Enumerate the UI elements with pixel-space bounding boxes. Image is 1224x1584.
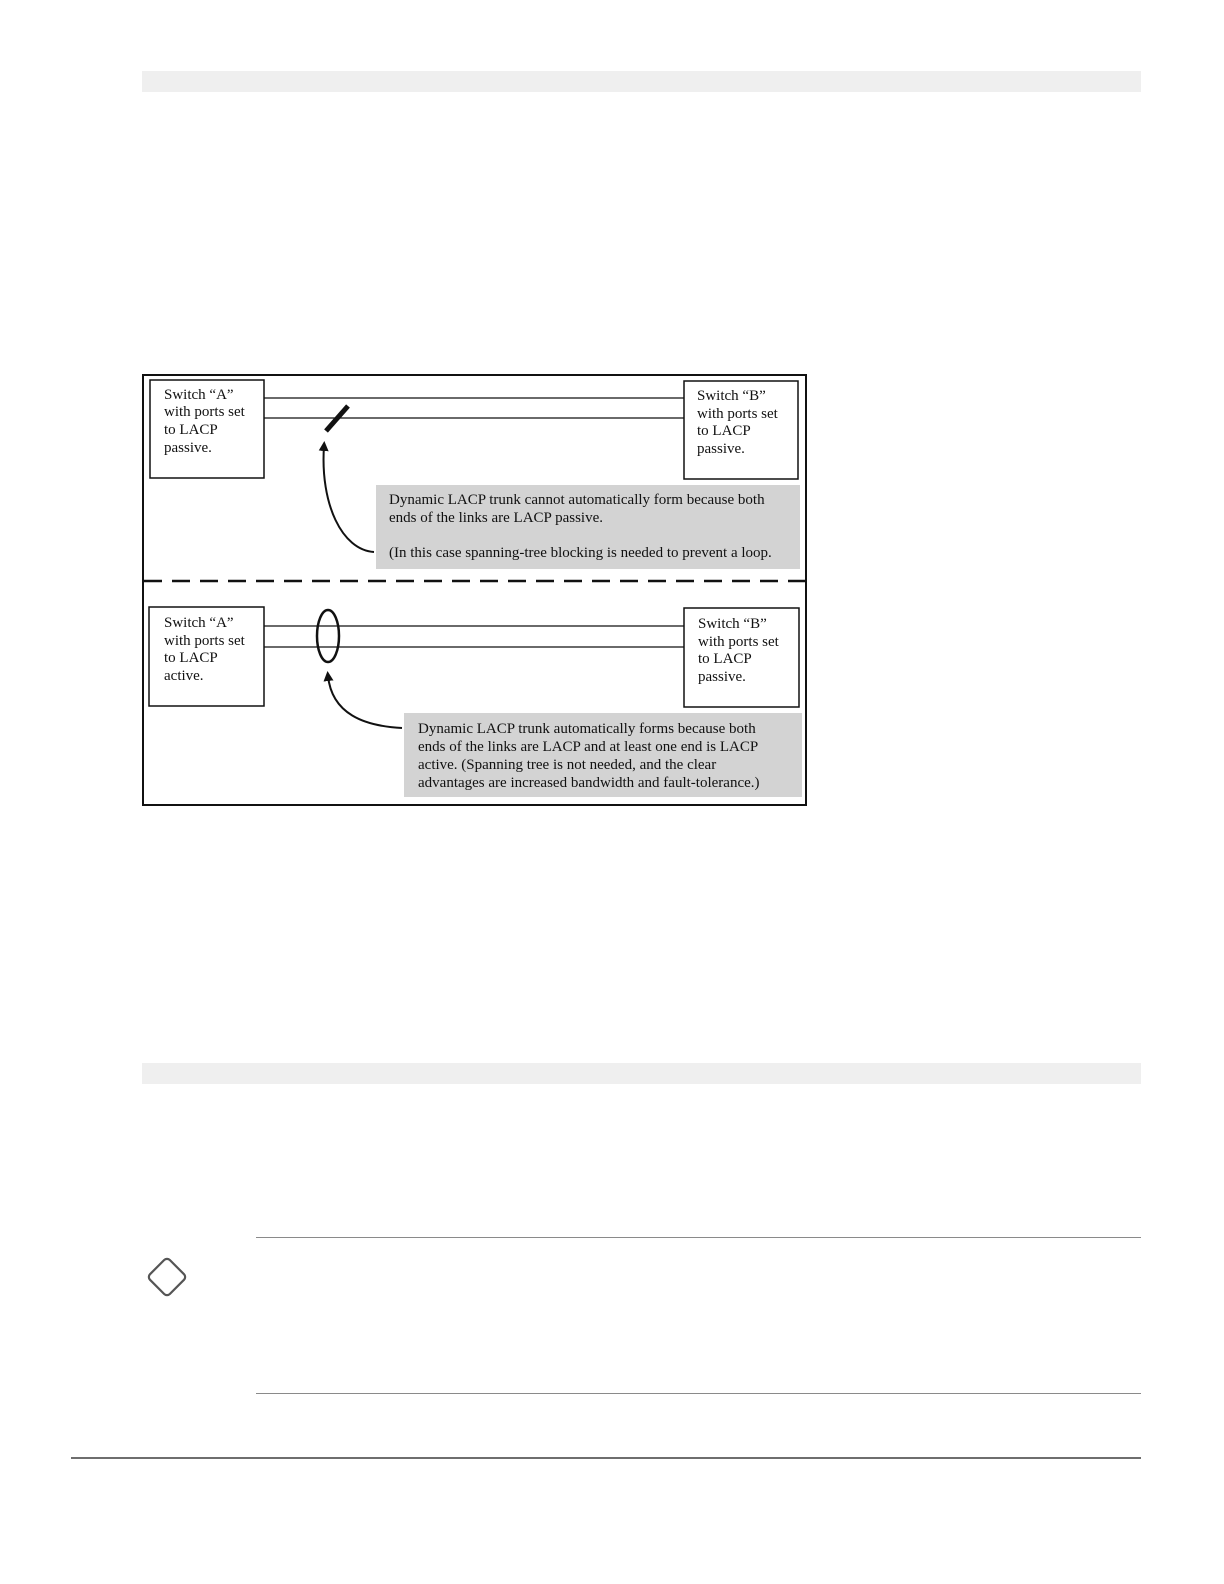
note-rule-top — [256, 1237, 1141, 1238]
footer-rule — [71, 1457, 1141, 1459]
switch-a-top-line2: with ports set — [164, 404, 245, 420]
switch-b-bottom-line2: with ports set — [698, 634, 779, 650]
note-rule-bottom — [256, 1393, 1141, 1394]
switch-a-top-line1: Switch “A” — [164, 387, 234, 403]
switch-a-bottom-line4: active. — [164, 668, 204, 684]
callout-bottom-line3: active. (Spanning tree is not needed, and the clear — [418, 757, 717, 773]
section-header-bar-top — [142, 71, 1141, 92]
switch-b-bottom-line4: passive. — [698, 669, 746, 685]
section-header-bar-middle — [142, 1063, 1141, 1084]
lacp-trunk-diagram — [142, 374, 808, 808]
callout-bottom-line1: Dynamic LACP trunk automatically forms because both — [418, 721, 756, 737]
switch-a-top-line3: to LACP — [164, 422, 218, 438]
switch-b-top-line3: to LACP — [697, 423, 751, 439]
switch-b-top-line1: Switch “B” — [697, 388, 766, 404]
switch-b-bottom-line1: Switch “B” — [698, 616, 767, 632]
note-diamond-icon — [142, 1252, 192, 1302]
switch-a-bottom-line3: to LACP — [164, 650, 218, 666]
callout-top-line2: ends of the links are LACP passive. — [389, 510, 603, 526]
switch-b-bottom-line3: to LACP — [698, 651, 752, 667]
switch-a-bottom-line2: with ports set — [164, 633, 245, 649]
switch-a-top-line4: passive. — [164, 440, 212, 456]
callout-top-line3: (In this case spanning-tree blocking is needed to prevent a loop. — [389, 545, 772, 561]
switch-a-bottom-line1: Switch “A” — [164, 615, 234, 631]
callout-bottom-line2: ends of the links are LACP and at least one end is LACP — [418, 739, 758, 755]
switch-b-top-line2: with ports set — [697, 406, 778, 422]
callout-top-line1: Dynamic LACP trunk cannot automatically form because both — [389, 492, 765, 508]
switch-b-top-line4: passive. — [697, 441, 745, 457]
callout-bottom-line4: advantages are increased bandwidth and fault-tolerance.) — [418, 775, 760, 791]
